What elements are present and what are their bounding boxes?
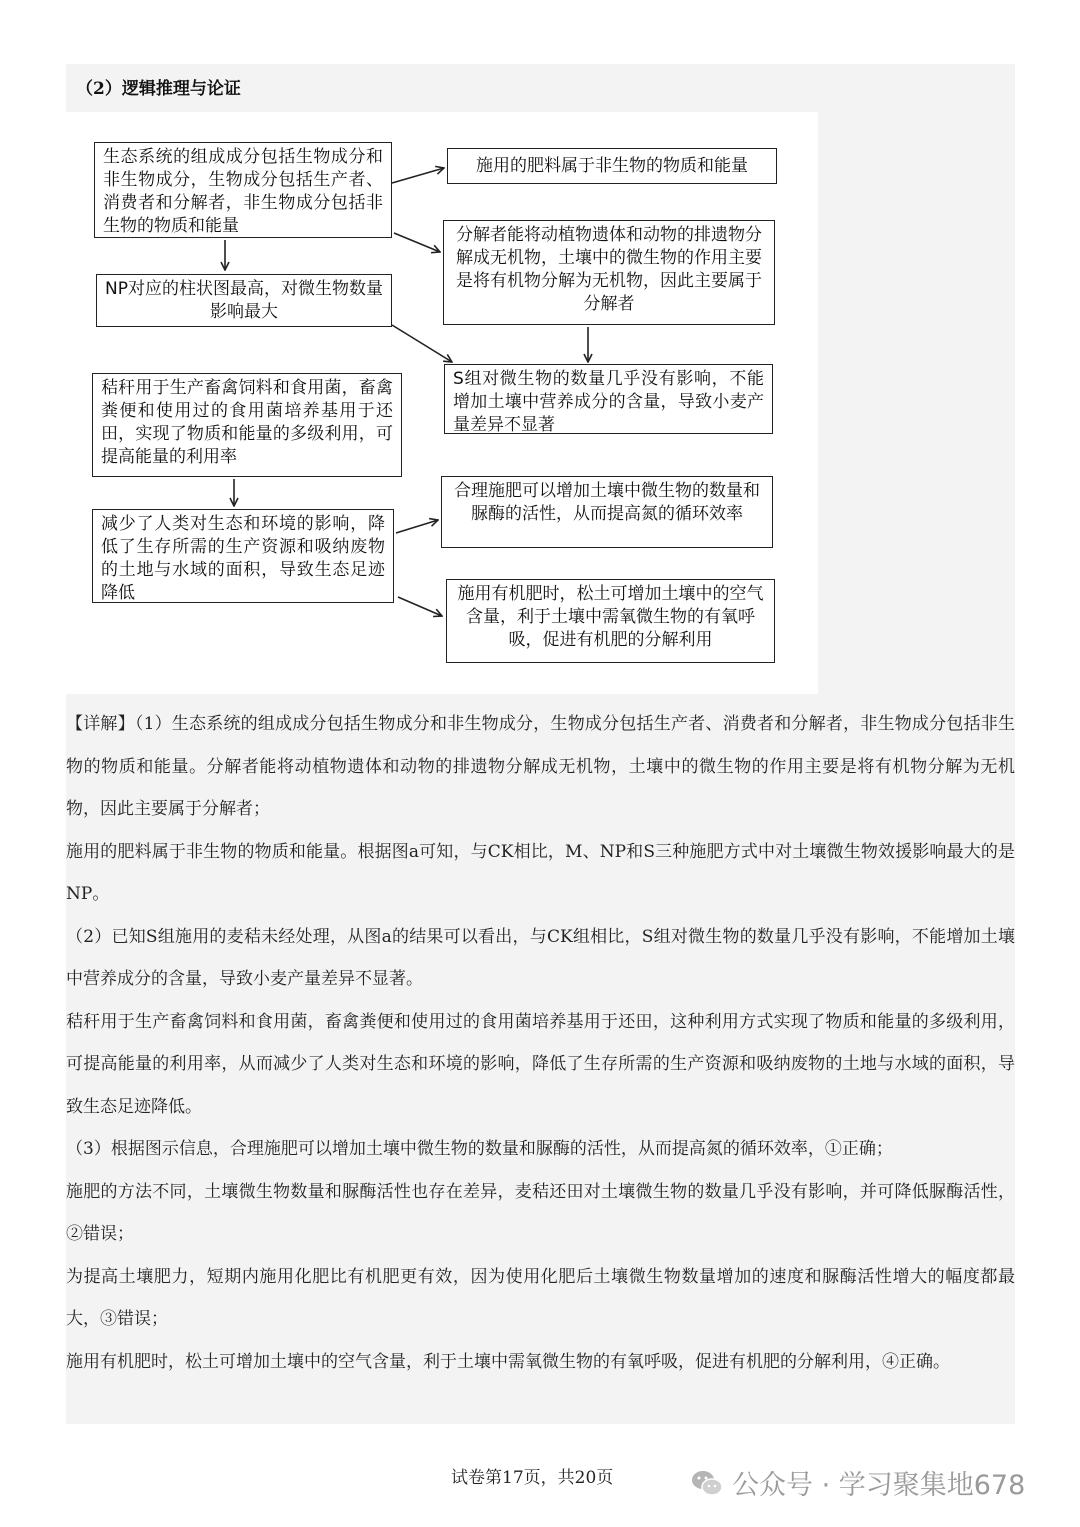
explanation-paragraph-5: （3）根据图示信息，合理施肥可以增加土壤中微生物的数量和脲酶的活性，从而提高氮的循环效率，①正确； [66, 1139, 893, 1159]
explanation-tag: 【详解】 [66, 714, 135, 734]
explanation-paragraph-1: 【详解】（1）生态系统的组成成分包括生物成分和非生物成分，生物成分包括生产者、消费者和分解者，非生物成分包括非生物的物质和能量。分解者能将动植物遗体和动物的排遗物分解成无机物，土壤中的微生物的作用主要是将有机物分解为无机物，因此主要属于分解者； [66, 714, 1015, 819]
box-fertilizer: 施用的肥料属于非生物的物质和能量 [447, 148, 777, 184]
box-reduce: 减少了人类对生态和环境的影响，降低了生存所需的生产资源和吸纳废物的土地与水域的面积，导致生态足迹降低 [92, 509, 394, 603]
watermark [690, 1463, 1025, 1502]
explanation-paragraph-7: 为提高土壤肥力，短期内施用化肥比有机肥更有效，因为使用化肥后土壤微生物数量增加的速度和脲酶活性增大的幅度都最大，③错误； [66, 1266, 1015, 1329]
box-organic: 施用有机肥时，松土可增加土壤中的空气含量，利于土壤中需氧微生物的有氧呼吸，促进有机肥的分解利用 [446, 579, 775, 663]
explanation-text [66, 703, 1015, 1383]
box-ecosystem: 生态系统的组成成分包括生物成分和非生物成分，生物成分包括生产者、消费者和分解者，非生物成分包括非生物的物质和能量 [94, 142, 392, 238]
explanation-paragraph-2: 施用的肥料属于非生物的物质和能量。根据图a可知，与CK相比，M、NP和S三种施肥方式中对土壤微生物效援影响最大的是NP。 [66, 841, 1015, 904]
watermark-text: 公众号 · 学习聚集地678 [732, 1470, 1026, 1501]
box-np: NP对应的柱状图最高，对微生物数量影响最大 [96, 274, 392, 327]
wechat-icon [690, 1468, 724, 1498]
explanation-paragraph-4: 秸秆用于生产畜禽饲料和食用菌，畜禽粪便和使用过的食用菌培养基用于还田，这种利用方式实现了物质和能量的多级利用，可提高能量的利用率，从而减少了人类对生态和环境的影响，降低了生存所需的生产资源和吸纳废物的土地与水域的面积，导致生态足迹降低。 [66, 1011, 1015, 1117]
box-s-group: S组对微生物的数量几乎没有影响，不能增加土壤中营养成分的含量，导致小麦产量差异不显著 [444, 364, 773, 434]
explanation-paragraph-8: 施用有机肥时，松土可增加土壤中的空气含量，利于土壤中需氧微生物的有氧呼吸，促进有机肥的分解利用，④正确。 [66, 1351, 950, 1372]
page-footer: 试卷第17页，共20页 [451, 1468, 614, 1488]
explanation-paragraph-3: （2）已知S组施用的麦秸未经处理，从图a的结果可以看出，与CK组相比，S组对微生物的数量几乎没有影响，不能增加土壤中营养成分的含量，导致小麦产量差异不显著。 [66, 926, 1015, 989]
box-reasonable: 合理施肥可以增加土壤中微生物的数量和脲酶的活性，从而提高氮的循环效率 [441, 476, 773, 548]
explanation-paragraph-6: 施肥的方法不同，土壤微生物数量和脲酶活性也存在差异，麦秸还田对土壤微生物的数量几乎没有影响，并可降低脲酶活性，②错误； [66, 1181, 1015, 1244]
section-title: （2）逻辑推理与论证 [76, 79, 241, 99]
box-straw: 秸秆用于生产畜禽饲料和食用菌，畜禽粪便和使用过的食用菌培养基用于还田，实现了物质和能量的多级利用，可提高能量的利用率 [92, 373, 402, 477]
box-decomposer: 分解者能将动植物遗体和动物的排遗物分解成无机物，土壤中的微生物的作用主要是将有机物分解为无机物，因此主要属于分解者 [443, 220, 775, 325]
